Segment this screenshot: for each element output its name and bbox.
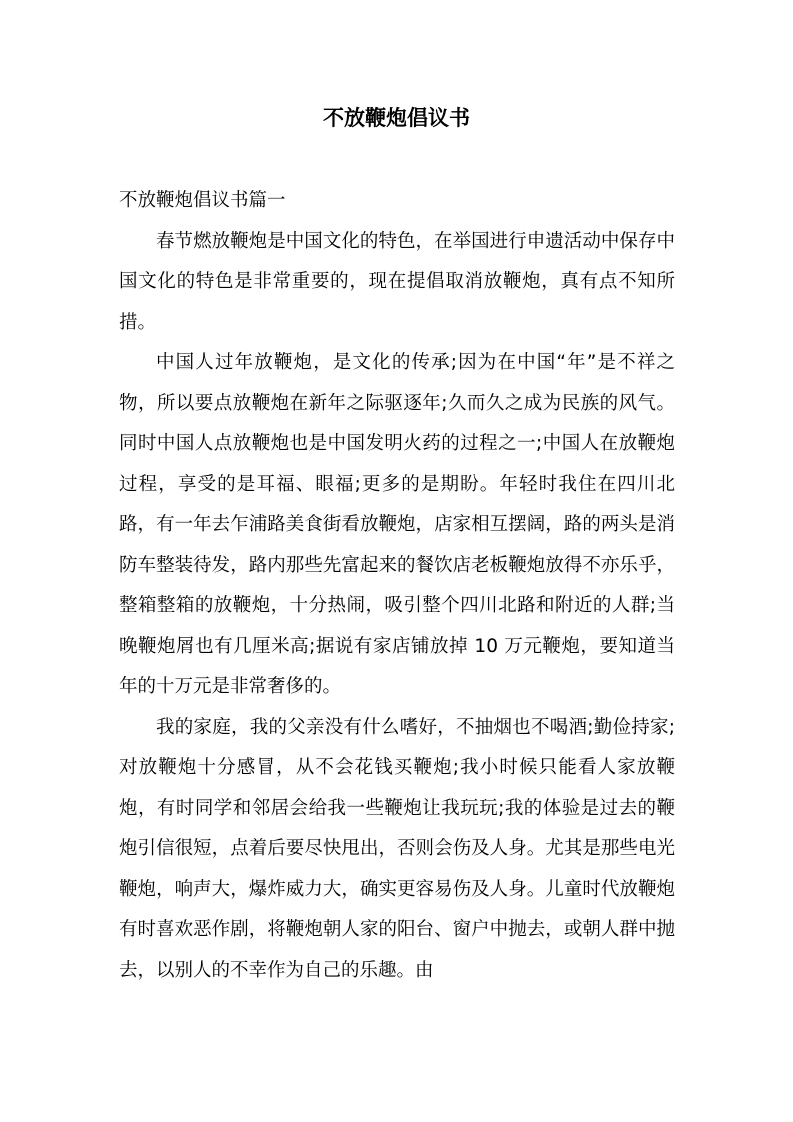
paragraph-3: 我的家庭，我的父亲没有什么嗜好，不抽烟也不喝酒;勤俭持家;对放鞭炮十分感冒，从不会花钱买鞭炮;我小时候只能看人家放鞭炮，有时同学和邻居会给我一些鞭炮让我玩玩;我的体验是过去的鞭炮引信很短，点着后要尽快甩出，否则会伤及人身。尤其是那些电光鞭炮，响声大，爆炸威力大，确实更容易伤及人身。儿童时代放鞭炮有时喜欢恶作剧，将鞭炮朝人家的阳台、窗户中抛去，或朝人群中抛去，以别人的不幸作为自己的乐趣。由 xyxy=(119,716,675,981)
document-body xyxy=(119,181,675,991)
paragraph-1: 春节燃放鞭炮是中国文化的特色，在举国进行申遗活动中保存中国文化的特色是非常重要的，现在提倡取消放鞭炮，真有点不知所措。 xyxy=(119,230,675,333)
document-title: 不放鞭炮倡议书 xyxy=(323,106,470,130)
section-heading: 不放鞭炮倡议书篇一 xyxy=(119,190,286,211)
paragraph-2: 中国人过年放鞭炮，是文化的传承;因为在中国“年”是不祥之物，所以要点放鞭炮在新年之际驱逐年;久而久之成为民族的风气。同时中国人点放鞭炮也是中国发明火药的过程之一;中国人在放鞭炮过程，享受的是耳福、眼福;更多的是期盼。年轻时我住在四川北路，有一年去乍浦路美食街看放鞭炮，店家相互摆阔，路的两头是消防车整装待发，路内那些先富起来的餐饮店老板鞭炮放得不亦乐乎，整箱整箱的放鞭炮，十分热闹，吸引整个四川北路和附近的人群;当晚鞭炮屑也有几厘米高;据说有家店铺放掉 10 万元鞭炮，要知道当年的十万元是非常奢侈的。 xyxy=(119,352,675,697)
